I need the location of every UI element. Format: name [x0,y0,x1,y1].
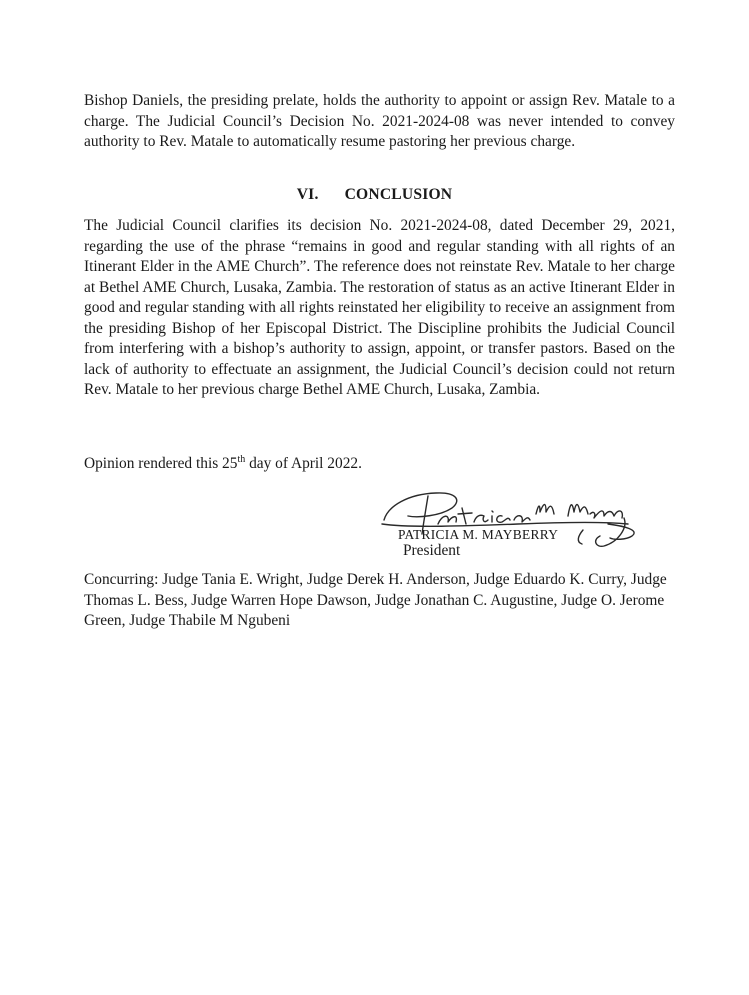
signer-title: President [403,542,461,559]
signer-name: PATRICIA M. MAYBERRY [398,527,559,542]
concurring-paragraph: Concurring: Judge Tania E. Wright, Judge Derek H. Anderson, Judge Eduardo K. Curry, Judge Thomas L. Bess, Judge Warren Hope Dawson, Judge Jonathan C. Augustine, Judge O. Jerome Green, Judge Thabile M Ngubeni [84,571,667,629]
conclusion-paragraph: The Judicial Council clarifies its decision No. 2021-2024-08, dated December 29, 2021, regarding the use of the phrase “remains in good and regular standing with all rights of an Itinerant Elder in the AME Church”. The reference does not reinstate Rev. Matale to her charge at Bethel AME Church, Lusaka, Zambia. The restoration of status as an active Itinerant Elder in good and regular standing with all rights reinstated her eligibility to receive an assignment from the presiding Bishop of her Episcopal District. The Discipline prohibits the Judicial Council from interfering with a bishop’s authority to assign, appoint, or transfer pastors. Based on the lack of authority to effectuate an assignment, the Judicial Council’s decision could not return Rev. Matale to her previous charge Bethel AME Church, Lusaka, Zambia. [84,217,675,398]
intro-paragraph: Bishop Daniels, the presiding prelate, holds the authority to appoint or assign Rev. Matale to a charge. The Judicial Council’s Decision No. 2021-2024-08 was never intended to convey authority to Rev. Matale to automatically resume pastoring her previous charge. [84,92,675,150]
opinion-suffix: day of April 2022. [245,455,362,472]
signature-block [378,484,648,564]
opinion-prefix: Opinion rendered this 25 [84,455,238,472]
section-title: CONCLUSION [344,186,453,203]
section-heading [0,186,749,204]
section-number: VI. [296,186,319,203]
opinion-date-line [84,454,675,475]
opinion-ordinal: th [237,453,246,465]
